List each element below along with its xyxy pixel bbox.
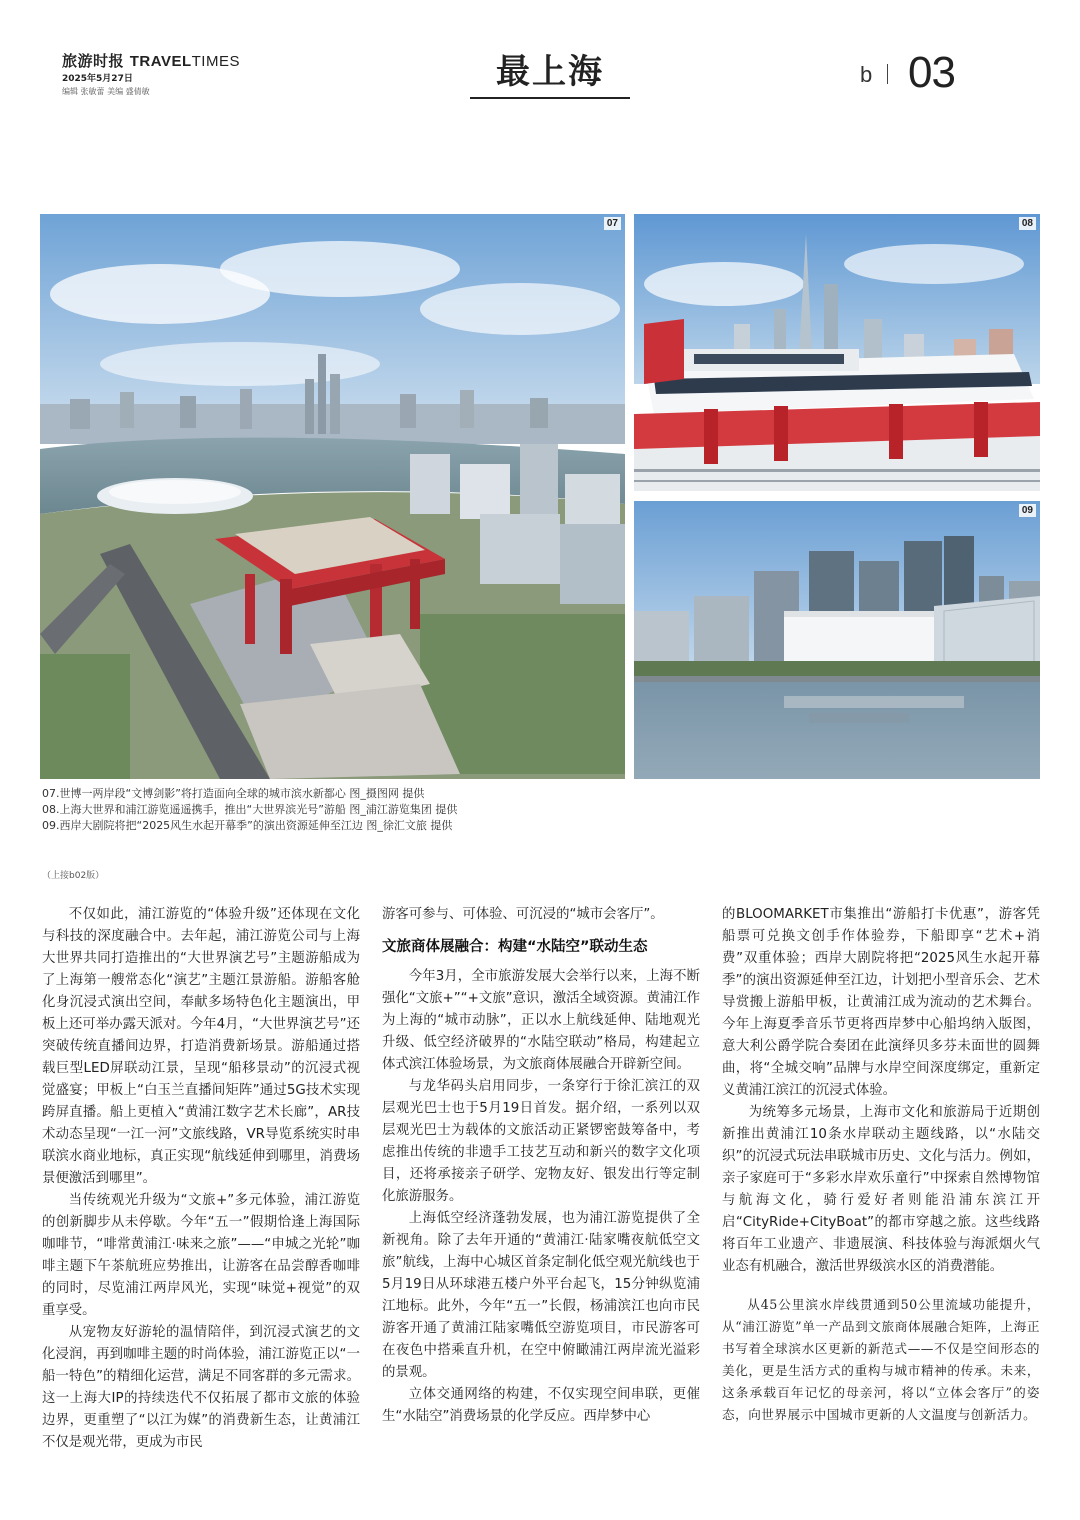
- paragraph: 上海低空经济蓬勃发展，也为浦江游览提供了全新视角。除了去年开通的“黄浦江·陆家嘴夜航低空文旅”航线，上海中心城区首条定制化低空观光航线也于5月19日从环球港五楼户外平台起飞，15分钟纵览浦江地标。此外，今年“五一”长假，杨浦滨江也向市民游客开通了黄浦江陆家嘴低空游览项目，市民游客可在夜色中搭乘直升机，在空中俯瞰浦江两岸流光溢彩的景观。: [382, 1211, 700, 1380]
- paragraph: 从宠物友好游轮的温情陪伴，到沉浸式演艺的文化浸润，再到咖啡主题的时尚体验，浦江游览正以“一船一特色”的精细化运营，满足不同客群的多元需求。这一上海大IP的持续迭代不仅拓展了都市文旅的体验边界，更重塑了“以江为媒”的消费新生态，让黄浦江不仅是观光带，更成为市民: [42, 1325, 360, 1450]
- photo-expo-riverside: [40, 214, 625, 779]
- photo-captions: [42, 786, 742, 834]
- paragraph: 为统筹多元场景，上海市文化和旅游局于近期创新推出黄浦江10条水岸联动主题线路，以“水陆交织”的沉浸式玩法串联城市历史、文化与活力。例如，亲子家庭可于“多彩水岸欢乐童行”中探索自然博物馆与航海文化，骑行爱好者则能沿浦东滨江开启“CityRide+CityBoat”的都市穿越之旅。这些线路将百年工业遗产、非遗展演、科技体验与海派烟火气业态有机融合，激活世界级滨水区的消费潜能。: [722, 1105, 1040, 1274]
- photo-cruise-ship: [634, 214, 1040, 491]
- page-letter: b: [860, 62, 873, 87]
- paragraph: 不仅如此，浦江游览的“体验升级”还体现在文化与科技的深度融合中。去年起，浦江游览公司与上海大世界共同打造推出的“大世界演艺号”主题游船成为了上海第一艘常态化“演艺”主题江景游船。游船客舱化身沉浸式演出空间，奉献多场特色化主题演出，甲板上还可举办露天派对。今年4月，“大世界演艺号”还突破传统直播间边界，打造消费新场景。游船通过搭载巨型LED屏联动江景，呈现“船移景动”的沉浸式视觉盛宴；甲板上“白玉兰直播间矩阵”通过5G技术实现跨屏直播。船上更植入“黄浦江数字艺术长廊”，AR技术动态呈现“一江一河”文旅线路，VR导览系统实时串联滨水商业地标，真正实现“航线延伸到哪里，消费场景便激活到哪里”。: [42, 907, 360, 1186]
- photo-west-bund-theatre: [634, 501, 1040, 779]
- masthead-logo: [62, 50, 240, 71]
- paragraph-continued: 的BLOOMARKET市集推出“游船打卡优惠”，游客凭船票可兑换文创手作体验券，下船即享“艺术+消费”双重体验；西岸大剧院将把“2025风生水起开幕季”的演出资源延伸至江边，计划把小型音乐会、艺术导赏搬上游船甲板，让黄浦江成为流动的艺术舞台。今年上海夏季音乐节更将西岸梦中心船坞纳入版图，意大利公爵学院合奏团在此演绎贝多芬未面世的圆舞曲，将“全城交响”品牌与水岸空间深度绑定，重新定义黄浦江滨江的沉浸式体验。: [722, 907, 1040, 1098]
- logo-cn: 旅游时报: [62, 52, 125, 70]
- page-number: 03: [908, 48, 955, 97]
- article-column-1: [42, 904, 360, 1454]
- photo-09-illustration: [634, 501, 1040, 779]
- caption-09: 09.西岸大剧院将把“2025风生水起开幕季”的演出资源延伸至江边 图_徐汇文旅 提供: [42, 819, 453, 832]
- subheading: 文旅商体展融合：构建“水陆空”联动生态: [382, 939, 648, 955]
- paragraph: 当传统观光升级为“文旅+”多元体验，浦江游览的创新脚步从未停歇。今年“五一”假期恰逢上海国际咖啡节，“啡常黄浦江·味来之旅”——“申城之光轮”咖啡主题下午茶航班应势推出，让游客在品尝醇香咖啡的同时，尽览浦江两岸风光，实现“味觉+视觉”的双重享受。: [42, 1193, 360, 1318]
- article-column-2: [382, 904, 700, 1428]
- photo-number-09: 09: [1019, 504, 1036, 517]
- page-divider: [887, 64, 888, 84]
- section-title: 最上海: [496, 52, 604, 92]
- caption-07: 07.世博一两岸段“文博剑影”将打造面向全球的城市滨水新都心 图_摄图网 提供: [42, 787, 425, 800]
- paragraph-continued: 游客可参与、可体验、可沉浸的“城市会客厅”。: [382, 907, 664, 922]
- issue-date: 2025年5月27日: [62, 74, 133, 84]
- paragraph: 与龙华码头启用同步，一条穿行于徐汇滨江的双层观光巴士也于5月19日首发。据介绍，一系列以双层观光巴士为载体的文旅活动正紧锣密鼓筹备中，考虑推出传统的非遗手工技艺互动和新兴的数字文化项目，还将承接亲子研学、宠物友好、银发出行等定制化旅游服务。: [382, 1079, 700, 1204]
- paragraph: 今年3月，全市旅游发展大会举行以来，上海不断强化“文旅+”“+文旅”意识，激活全域资源。黄浦江作为上海的“城市动脉”，正以水上航线延伸、陆地观光升级、低空经济破界的“水陆空联动”格局，构建起立体式滨江体验场景，为文旅商体展融合开辟新空间。: [382, 969, 700, 1072]
- caption-08: 08.上海大世界和浦江游览遥遥携手，推出“大世界滨光号”游船 图_浦江游览集团 提供: [42, 803, 458, 816]
- photo-number-07: 07: [604, 217, 621, 230]
- logo-en-bold: TRAVEL: [129, 53, 192, 70]
- photo-07-illustration: [40, 214, 625, 779]
- closing-summary: 从45公里滨水岸线贯通到50公里流域功能提升，从“浦江游览”单一产品到文旅商体展融合矩阵，上海正书写着全球滨水区更新的新范式——不仅是空间形态的美化，更是生活方式的重构与城市精神的传承。未来，这条承载百年记忆的母亲河，将以“立体会客厅”的姿态，向世界展示中国城市更新的人文温度与创新活力。: [722, 1297, 1040, 1422]
- photo-number-08: 08: [1019, 217, 1036, 230]
- paragraph: 立体交通网络的构建，不仅实现空间串联，更催生“水陆空”消费场景的化学反应。西岸梦中心: [382, 1387, 700, 1424]
- section-title-rule: [470, 97, 630, 99]
- photo-08-illustration: [634, 214, 1040, 491]
- article-column-3: [722, 904, 1040, 1426]
- logo-en-light: TIMES: [191, 53, 240, 70]
- continued-from-note: （上接b02版）: [42, 871, 105, 881]
- editors-line: 编辑 张敏蕾 美编 盛倩敏: [62, 87, 150, 96]
